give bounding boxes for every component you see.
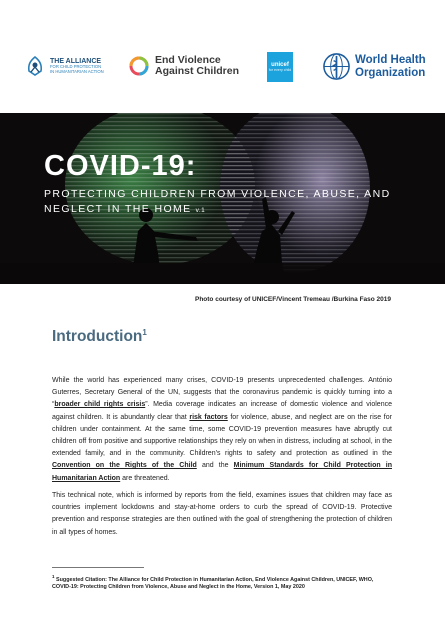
- alliance-line3: IN HUMANITARIAN ACTION: [50, 68, 104, 74]
- footnote-mark: 1: [52, 574, 55, 579]
- who-line2: Organization: [355, 66, 426, 79]
- intro-paragraph-2: This technical note, which is informed by reports from the field, examines issues that children may face as countries implement lockdowns and stay-at-home orders to curb the spread of COVID-19. Protective prevention and response strategies are then outlined with the goal of strengthening the protection of children in all types of homes.: [52, 492, 392, 536]
- unicef-tagline: for every child: [268, 68, 292, 72]
- footnote-divider: [52, 567, 144, 568]
- who-line1: World Health: [355, 53, 426, 66]
- footnote-ref[interactable]: 1: [142, 328, 147, 337]
- p1-text-5: are threatened.: [120, 474, 170, 482]
- subtitle-line1: PROTECTING CHILDREN FROM VIOLENCE, ABUSE, AND: [44, 188, 391, 200]
- partner-logos: [0, 0, 445, 112]
- alliance-line1: THE ALLIANCE: [50, 57, 102, 65]
- version-label: v.1: [195, 207, 206, 214]
- alliance-line2: FOR CHILD PROTECTION: [50, 64, 102, 70]
- end-violence-emblem-icon: [128, 55, 150, 77]
- intro-paragraph-1: [52, 375, 392, 485]
- link-risk-factors[interactable]: risk factors: [189, 413, 228, 421]
- end-violence-line1: End Violence: [155, 54, 221, 66]
- section-heading: [52, 328, 147, 346]
- who-logo: [322, 52, 426, 81]
- unicef-logo: [267, 52, 293, 82]
- who-emblem-icon: [322, 52, 351, 81]
- footnote: [52, 573, 392, 592]
- document-subtitle: [44, 187, 414, 218]
- p1-text-1: While the world has experienced many crises, COVID-19 presents unprecedented challenges. António Guterres, Secretary General of the UN, suggests that the coronavirus pandemic is quickly turning into a “: [52, 377, 392, 409]
- subtitle-line2-wrap: [44, 202, 414, 218]
- photo-credit: Photo courtesy of UNICEF/Vincent Tremeau /Burkina Faso 2019: [194, 296, 391, 303]
- p1-text-4: and the: [196, 462, 234, 470]
- end-violence-logo: [128, 55, 239, 77]
- subtitle-line2: NEGLECT IN THE HOME: [44, 203, 192, 215]
- p1-text-3: for violence, abuse, and neglect are on the rise for children under containment. At the same time, some COVID-19 prevention measures have abruptly cut children off from positive and supportive relationships they rely on when in distress, including at school, in the extended family, and in the community. Children’s rights to safety and protection as outlined in the: [52, 413, 392, 458]
- p1-text-2: ”. Media coverage indicates an increase of domestic violence and violence against children. It is abundantly clear that: [52, 401, 392, 421]
- alliance-logo: [24, 55, 104, 77]
- section-heading-text: Introduction: [52, 328, 143, 346]
- alliance-emblem-icon: [24, 55, 46, 77]
- document-title: COVID-19:: [44, 150, 197, 182]
- link-convention-rights-child[interactable]: Convention on the Rights of the Child: [52, 462, 197, 470]
- unicef-wordmark: unicef: [271, 62, 289, 68]
- link-broader-child-rights-crisis[interactable]: broader child rights crisis: [54, 401, 146, 409]
- end-violence-line2: Against Children: [155, 65, 240, 78]
- footnote-text: Suggested Citation: The Alliance for Child Protection in Humanitarian Action, End Violence Against Children, UNICEF, WHO, COVID-19: Protecting Children from Violence, Abuse and Neglect in the Home, Version 1, May 2020: [52, 576, 374, 591]
- link-minimum-standards[interactable]: Minimum Standards for Child Protection in Humanitarian Action: [52, 462, 392, 482]
